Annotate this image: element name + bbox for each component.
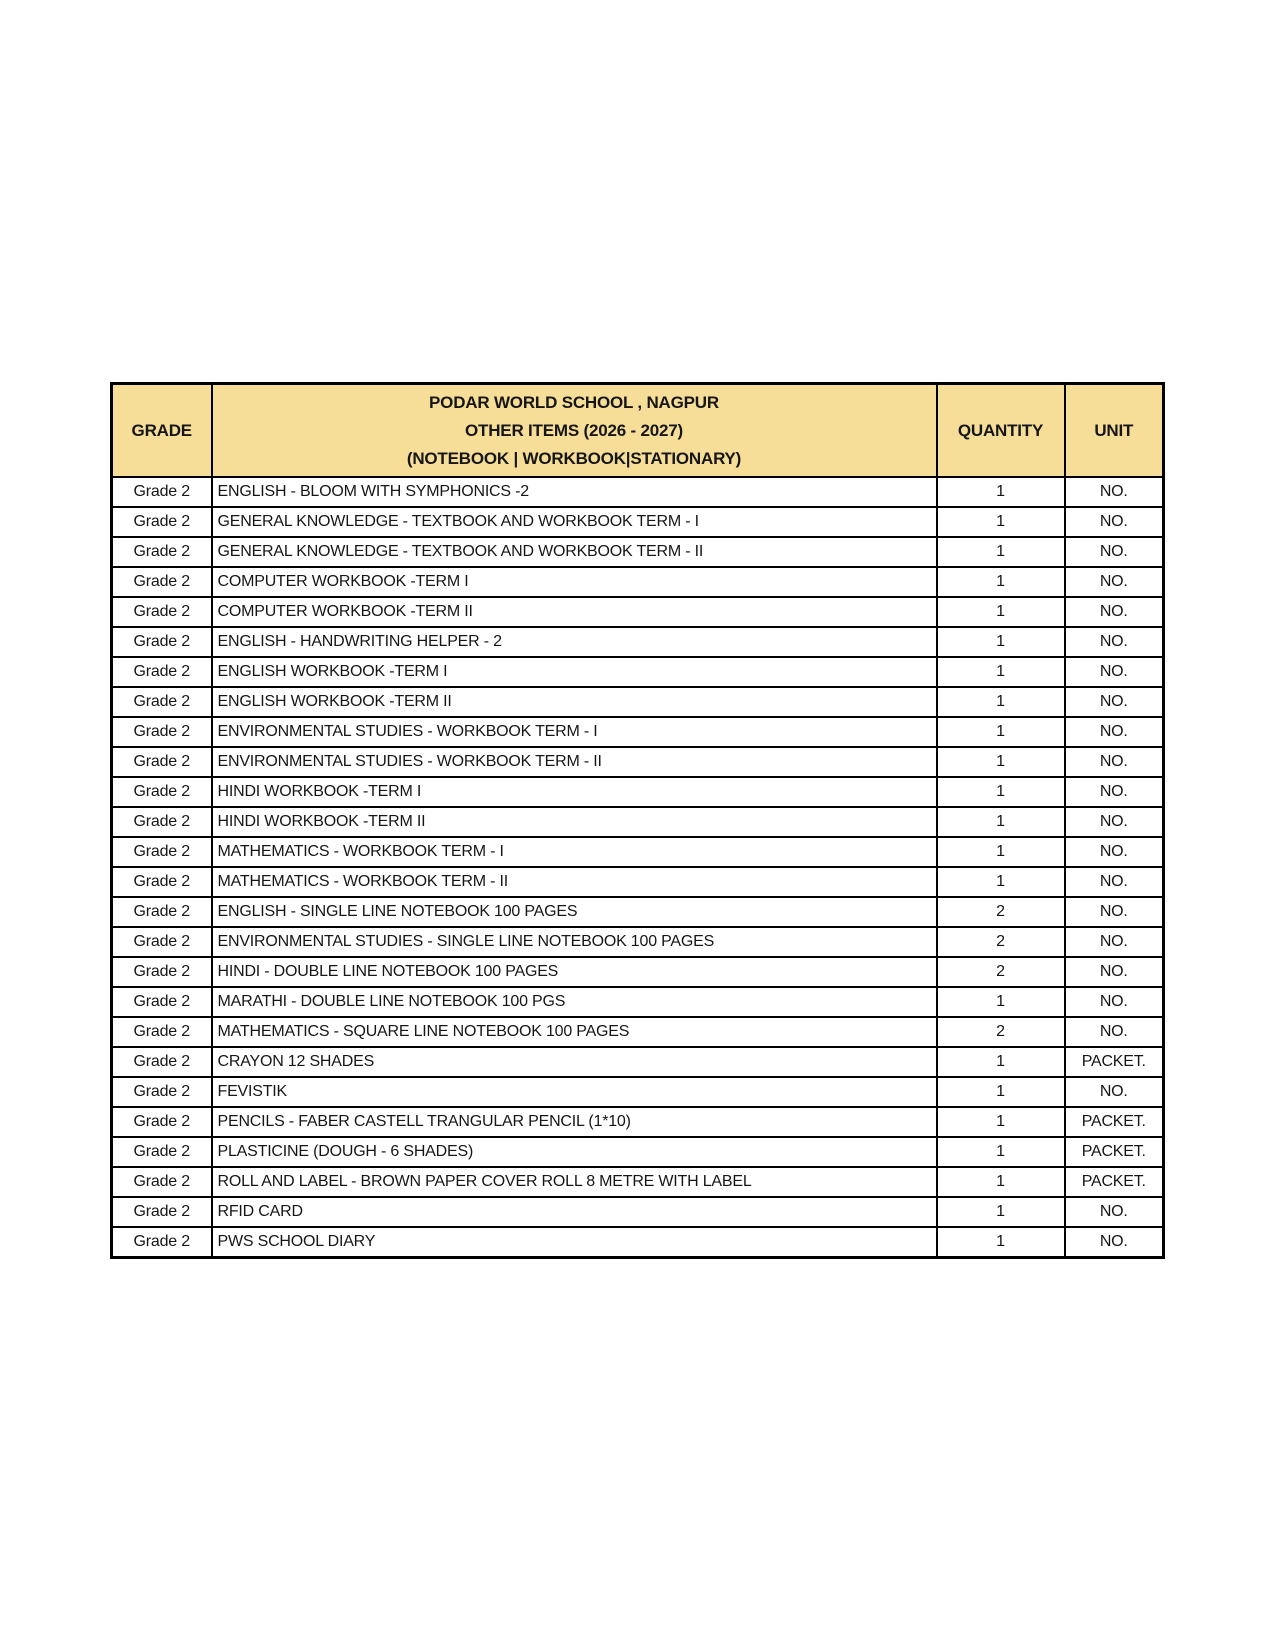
table-row [112,1197,1164,1227]
unit-cell: NO. [1065,747,1164,777]
grade-column-header: GRADE [112,384,212,478]
quantity-cell: 1 [937,477,1065,507]
quantity-cell: 1 [937,1077,1065,1107]
grade-cell: Grade 2 [112,837,212,867]
unit-cell: NO. [1065,477,1164,507]
quantity-cell: 1 [937,777,1065,807]
list-subtitle: (NOTEBOOK | WORKBOOK|STATIONARY) [406,448,742,468]
table-row [112,477,1164,507]
item-cell: ENGLISH - HANDWRITING HELPER - 2 [212,627,937,657]
grade-cell: Grade 2 [112,1077,212,1107]
table-row [112,777,1164,807]
grade-cell: Grade 2 [112,1197,212,1227]
quantity-cell: 2 [937,1017,1065,1047]
quantity-cell: 1 [937,1167,1065,1197]
item-cell: GENERAL KNOWLEDGE - TEXTBOOK AND WORKBOOK TERM - II [212,537,937,567]
unit-cell: NO. [1065,807,1164,837]
item-cell: ENGLISH - BLOOM WITH SYMPHONICS -2 [212,477,937,507]
table-row [112,927,1164,957]
table-row [112,1077,1164,1107]
item-cell: GENERAL KNOWLEDGE - TEXTBOOK AND WORKBOOK TERM - I [212,507,937,537]
unit-cell: NO. [1065,537,1164,567]
table-row [112,1167,1164,1197]
unit-cell: NO. [1065,987,1164,1017]
grade-cell: Grade 2 [112,1047,212,1077]
table-row [112,567,1164,597]
table-row [112,687,1164,717]
grade-cell: Grade 2 [112,627,212,657]
unit-cell: PACKET. [1065,1167,1164,1197]
unit-cell: NO. [1065,927,1164,957]
table-row [112,717,1164,747]
unit-cell: NO. [1065,1197,1164,1227]
grade-cell: Grade 2 [112,987,212,1017]
quantity-cell: 2 [937,957,1065,987]
item-cell: ROLL AND LABEL - BROWN PAPER COVER ROLL 8 METRE WITH LABEL [212,1167,937,1197]
item-cell: ENVIRONMENTAL STUDIES - WORKBOOK TERM - II [212,747,937,777]
table-row [112,507,1164,537]
table-row [112,1107,1164,1137]
item-cell: HINDI WORKBOOK -TERM I [212,777,937,807]
unit-cell: NO. [1065,507,1164,537]
grade-cell: Grade 2 [112,537,212,567]
grade-cell: Grade 2 [112,807,212,837]
quantity-cell: 1 [937,1047,1065,1077]
grade-cell: Grade 2 [112,927,212,957]
unit-cell: NO. [1065,1077,1164,1107]
item-cell: ENVIRONMENTAL STUDIES - SINGLE LINE NOTEBOOK 100 PAGES [212,927,937,957]
unit-cell: PACKET. [1065,1047,1164,1077]
items-body [112,477,1164,1258]
grade-cell: Grade 2 [112,1167,212,1197]
unit-cell: PACKET. [1065,1137,1164,1167]
item-cell: ENVIRONMENTAL STUDIES - WORKBOOK TERM - I [212,717,937,747]
item-cell: PENCILS - FABER CASTELL TRANGULAR PENCIL (1*10) [212,1107,937,1137]
item-cell: PWS SCHOOL DIARY [212,1227,937,1258]
quantity-cell: 1 [937,537,1065,567]
quantity-cell: 1 [937,1197,1065,1227]
item-cell: MATHEMATICS - WORKBOOK TERM - I [212,837,937,867]
item-cell: RFID CARD [212,1197,937,1227]
title-block [213,385,936,476]
grade-cell: Grade 2 [112,1137,212,1167]
grade-cell: Grade 2 [112,597,212,627]
item-cell: COMPUTER WORKBOOK -TERM II [212,597,937,627]
table-row [112,1017,1164,1047]
grade-cell: Grade 2 [112,507,212,537]
unit-cell: NO. [1065,777,1164,807]
table-row [112,747,1164,777]
unit-cell: NO. [1065,1017,1164,1047]
grade-cell: Grade 2 [112,687,212,717]
item-cell: HINDI WORKBOOK -TERM II [212,807,937,837]
item-cell: PLASTICINE (DOUGH - 6 SHADES) [212,1137,937,1167]
quantity-cell: 1 [937,807,1065,837]
quantity-cell: 1 [937,867,1065,897]
item-cell: COMPUTER WORKBOOK -TERM I [212,567,937,597]
quantity-cell: 1 [937,507,1065,537]
item-cell: MARATHI - DOUBLE LINE NOTEBOOK 100 PGS [212,987,937,1017]
table-row [112,867,1164,897]
table-row [112,837,1164,867]
quantity-cell: 1 [937,747,1065,777]
grade-cell: Grade 2 [112,1107,212,1137]
quantity-cell: 1 [937,597,1065,627]
table-row [112,897,1164,927]
quantity-cell: 1 [937,1107,1065,1137]
grade-cell: Grade 2 [112,1227,212,1258]
item-cell: ENGLISH WORKBOOK -TERM II [212,687,937,717]
table-row [112,537,1164,567]
table-row [112,657,1164,687]
grade-cell: Grade 2 [112,897,212,927]
quantity-cell: 1 [937,1137,1065,1167]
grade-cell: Grade 2 [112,777,212,807]
header-row [112,384,1164,478]
unit-cell: NO. [1065,597,1164,627]
item-cell: ENGLISH WORKBOOK -TERM I [212,657,937,687]
grade-cell: Grade 2 [112,477,212,507]
quantity-cell: 1 [937,717,1065,747]
grade-cell: Grade 2 [112,867,212,897]
quantity-cell: 1 [937,687,1065,717]
item-cell: MATHEMATICS - WORKBOOK TERM - II [212,867,937,897]
unit-cell: NO. [1065,687,1164,717]
quantity-cell: 1 [937,627,1065,657]
quantity-cell: 1 [937,567,1065,597]
item-cell: FEVISTIK [212,1077,937,1107]
grade-cell: Grade 2 [112,747,212,777]
grade-cell: Grade 2 [112,657,212,687]
supply-list-table [110,382,1165,1259]
unit-cell: NO. [1065,657,1164,687]
unit-cell: NO. [1065,867,1164,897]
quantity-cell: 1 [937,657,1065,687]
quantity-cell: 2 [937,927,1065,957]
quantity-cell: 1 [937,837,1065,867]
school-name: PODAR WORLD SCHOOL , NAGPUR [429,393,719,413]
quantity-column-header: QUANTITY [937,384,1065,478]
unit-column-header: UNIT [1065,384,1164,478]
quantity-cell: 1 [937,987,1065,1017]
unit-cell: NO. [1065,897,1164,927]
unit-cell: NO. [1065,837,1164,867]
grade-cell: Grade 2 [112,1017,212,1047]
unit-cell: NO. [1065,567,1164,597]
item-cell: HINDI - DOUBLE LINE NOTEBOOK 100 PAGES [212,957,937,987]
table-row [112,1227,1164,1258]
table-row [112,987,1164,1017]
item-cell: MATHEMATICS - SQUARE LINE NOTEBOOK 100 PAGES [212,1017,937,1047]
table-row [112,597,1164,627]
list-title: OTHER ITEMS (2026 - 2027) [465,420,683,440]
table-row [112,627,1164,657]
table-row [112,1047,1164,1077]
table-row [112,807,1164,837]
item-cell: CRAYON 12 SHADES [212,1047,937,1077]
grade-cell: Grade 2 [112,717,212,747]
item-cell: ENGLISH - SINGLE LINE NOTEBOOK 100 PAGES [212,897,937,927]
grade-cell: Grade 2 [112,567,212,597]
quantity-cell: 1 [937,1227,1065,1258]
quantity-cell: 2 [937,897,1065,927]
unit-cell: NO. [1065,627,1164,657]
unit-cell: NO. [1065,717,1164,747]
title-column-header [212,384,937,478]
unit-cell: NO. [1065,957,1164,987]
table-row [112,1137,1164,1167]
unit-cell: NO. [1065,1227,1164,1258]
unit-cell: PACKET. [1065,1107,1164,1137]
grade-cell: Grade 2 [112,957,212,987]
table-row [112,957,1164,987]
